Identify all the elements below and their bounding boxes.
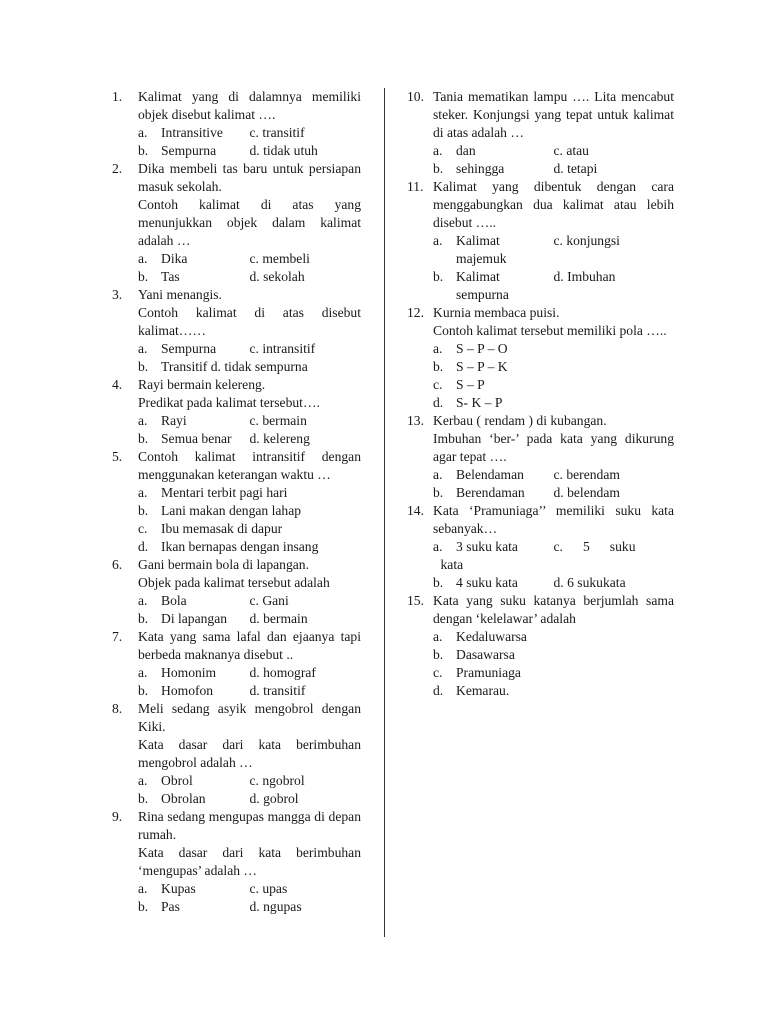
- answer-options: [138, 772, 361, 808]
- answer-option[interactable]: [433, 268, 554, 304]
- answer-option[interactable]: [138, 340, 250, 358]
- question-number: 3.: [112, 287, 123, 302]
- option-letter: b.: [433, 647, 444, 662]
- option-text: Semua benar: [161, 431, 232, 446]
- answer-options: [138, 124, 361, 160]
- question-text: Yani menangis.: [138, 287, 222, 302]
- option-text: Homonim: [161, 665, 217, 680]
- option-text: Pramuniaga: [456, 665, 521, 680]
- option-text: Dasawarsa: [456, 647, 515, 662]
- question-text: Meli sedang asyik mengobrol dengan Kiki.: [138, 701, 361, 734]
- answer-options: [138, 412, 361, 448]
- answer-option[interactable]: [433, 160, 554, 178]
- option-letter: b.: [433, 359, 444, 374]
- option-letter: d.: [433, 395, 444, 410]
- option-letter: b.: [138, 791, 149, 806]
- option-letter: b.: [433, 485, 444, 500]
- option-letter: a.: [138, 665, 148, 680]
- answer-option[interactable]: [250, 880, 362, 898]
- answer-option[interactable]: [250, 772, 362, 790]
- answer-option[interactable]: [250, 430, 362, 448]
- answer-option[interactable]: [433, 646, 674, 664]
- option-text: Kalimat majemuk: [456, 233, 507, 266]
- option-text: S – P: [456, 377, 485, 392]
- option-letter: a.: [138, 413, 148, 428]
- option-text: Sempurna: [161, 341, 217, 356]
- option-text: Rayi: [161, 413, 187, 428]
- question-text: Rina sedang mengupas mangga di depan rumah.: [138, 809, 361, 842]
- question-item: [407, 88, 674, 178]
- question-item: [407, 502, 674, 592]
- option-text: Kedaluwarsa: [456, 629, 527, 644]
- option-letter: b.: [433, 269, 444, 284]
- answer-option[interactable]: [138, 538, 361, 556]
- option-text: 3 suku kata: [456, 539, 518, 554]
- option-text: c. upas: [249, 881, 288, 896]
- answer-option[interactable]: [138, 880, 250, 898]
- option-text: Tas: [161, 269, 180, 284]
- question-item: [112, 160, 361, 286]
- answer-option[interactable]: [138, 502, 361, 520]
- answer-option[interactable]: [433, 574, 554, 592]
- answer-option[interactable]: [138, 430, 250, 448]
- answer-option[interactable]: [433, 484, 554, 502]
- question-number: 11.: [407, 179, 424, 194]
- question-text: Kalimat yang di dalamnya memiliki objek disebut kalimat ….: [138, 89, 361, 122]
- option-text: Berendaman: [456, 485, 525, 500]
- question-text: Contoh kalimat intransitif dengan menggunakan keterangan waktu …: [138, 449, 361, 482]
- answer-option[interactable]: [250, 682, 362, 700]
- answer-options: [433, 628, 674, 700]
- option-text: Lani makan dengan lahap: [161, 503, 302, 518]
- answer-option[interactable]: [433, 682, 674, 700]
- answer-option[interactable]: [554, 574, 675, 592]
- question-text: Kata ‘Pramuniaga’’ memiliki suku kata sebanyak…: [433, 503, 674, 536]
- option-text: Sempurna: [161, 143, 217, 158]
- answer-options: [433, 538, 674, 592]
- answer-option[interactable]: [250, 610, 362, 628]
- option-text: c. Gani: [249, 593, 289, 608]
- option-letter: b.: [138, 899, 149, 914]
- option-text: Kupas: [161, 881, 196, 896]
- answer-options: [138, 250, 361, 286]
- option-text: c. berendam: [553, 467, 620, 482]
- answer-option[interactable]: [433, 394, 674, 412]
- answer-option[interactable]: [138, 682, 250, 700]
- option-text: S – P – O: [456, 341, 508, 356]
- question-text: Tania mematikan lampu …. Lita mencabut steker. Konjungsi yang tepat untuk kalimat di atas adalah …: [433, 89, 674, 140]
- option-text: c. intransitif: [249, 341, 316, 356]
- question-item: [112, 286, 361, 376]
- option-text: S- K – P: [456, 395, 503, 410]
- question-text: Dika membeli tas baru untuk persiapan masuk sekolah.: [138, 161, 361, 194]
- option-text: c. konjungsi: [553, 233, 620, 248]
- question-item: [112, 628, 361, 700]
- option-text: d. homograf: [249, 665, 316, 680]
- question-number: 14.: [407, 503, 424, 518]
- option-letter: b.: [138, 359, 149, 374]
- question-number: 9.: [112, 809, 123, 824]
- question-item: [112, 88, 361, 160]
- question-text: Kata dasar dari kata berimbuhan ‘mengupas’ adalah …: [138, 845, 361, 878]
- question-item: [407, 412, 674, 502]
- option-text: c. bermain: [249, 413, 307, 428]
- option-text: Ibu memasak di dapur: [161, 521, 283, 536]
- option-letter: a.: [433, 233, 443, 248]
- option-letter: a.: [433, 341, 443, 356]
- answer-option[interactable]: [250, 592, 362, 610]
- right-column: [407, 88, 674, 700]
- answer-option[interactable]: [138, 142, 250, 160]
- answer-option[interactable]: [433, 466, 554, 484]
- question-text: Kata dasar dari kata berimbuhan mengobrol adalah …: [138, 737, 361, 770]
- question-number: 10.: [407, 89, 424, 104]
- option-text: dan: [456, 143, 476, 158]
- option-letter: b.: [138, 431, 149, 446]
- option-text: d. bermain: [249, 611, 308, 626]
- question-item: [112, 700, 361, 808]
- question-number: 7.: [112, 629, 123, 644]
- option-text: Bola: [161, 593, 187, 608]
- answer-option[interactable]: [554, 466, 675, 484]
- option-letter: a.: [433, 539, 443, 554]
- option-letter: a.: [138, 593, 148, 608]
- option-letter: d.: [433, 683, 444, 698]
- option-text: d. sekolah: [249, 269, 305, 284]
- question-text: Kata yang suku katanya berjumlah sama dengan ‘kelelawar’ adalah: [433, 593, 674, 626]
- column-divider: [384, 88, 385, 937]
- question-number: 13.: [407, 413, 424, 428]
- question-item: [112, 448, 361, 556]
- answer-option[interactable]: [138, 484, 361, 502]
- option-letter: b.: [433, 575, 444, 590]
- question-text: Predikat pada kalimat tersebut….: [138, 395, 320, 410]
- option-letter: b.: [138, 143, 149, 158]
- question-text: Rayi bermain kelereng.: [138, 377, 266, 392]
- answer-option[interactable]: [138, 412, 250, 430]
- option-text: Kemarau.: [456, 683, 510, 698]
- question-item: [112, 556, 361, 628]
- answer-option[interactable]: [250, 250, 362, 268]
- answer-options: [433, 466, 674, 502]
- option-letter: a.: [433, 629, 443, 644]
- question-item: [112, 376, 361, 448]
- answer-option[interactable]: [554, 160, 675, 178]
- option-text-line: c. 5 suku: [553, 539, 636, 554]
- question-text: Objek pada kalimat tersebut adalah: [138, 575, 330, 590]
- answer-options: [138, 484, 361, 556]
- option-text: c. membeli: [249, 251, 310, 266]
- option-text: d. gobrol: [249, 791, 299, 806]
- question-text: Kata yang sama lafal dan ejaanya tapi berbeda maknanya disebut ..: [138, 629, 361, 662]
- question-number: 5.: [112, 449, 123, 464]
- question-item: [407, 178, 674, 304]
- option-text: Dika: [161, 251, 188, 266]
- option-text: d. ngupas: [249, 899, 302, 914]
- option-letter: a.: [138, 881, 148, 896]
- question-text: Kalimat yang dibentuk dengan cara menggabungkan dua kalimat atau lebih disebut …..: [433, 179, 674, 230]
- option-text: Ikan bernapas dengan insang: [161, 539, 319, 554]
- question-item: [407, 592, 674, 700]
- option-text: d. tetapi: [553, 161, 598, 176]
- option-text: d. transitif: [249, 683, 306, 698]
- question-text: Kerbau ( rendam ) di kubangan.: [433, 413, 607, 428]
- option-text: d. Imbuhan: [553, 269, 616, 284]
- option-text: Homofon: [161, 683, 214, 698]
- question-number: 1.: [112, 89, 123, 104]
- answer-option[interactable]: [138, 124, 250, 142]
- answer-option[interactable]: [250, 124, 362, 142]
- answer-option[interactable]: [138, 358, 361, 376]
- option-text: Transitif d. tidak sempurna: [161, 359, 308, 374]
- option-text: d. 6 sukukata: [553, 575, 626, 590]
- option-text: S – P – K: [456, 359, 508, 374]
- option-letter: b.: [138, 269, 149, 284]
- answer-option[interactable]: [250, 340, 362, 358]
- option-letter: a.: [138, 125, 148, 140]
- answer-options: [433, 232, 674, 304]
- option-letter: c.: [138, 521, 148, 536]
- answer-option[interactable]: [433, 340, 674, 358]
- answer-option[interactable]: [138, 250, 250, 268]
- answer-option[interactable]: [138, 898, 250, 916]
- option-letter: b.: [138, 683, 149, 698]
- option-letter: a.: [433, 143, 443, 158]
- option-letter: c.: [433, 665, 443, 680]
- question-text: Kurnia membaca puisi.: [433, 305, 560, 320]
- option-text: d. kelereng: [249, 431, 310, 446]
- question-item: [112, 808, 361, 916]
- answer-option[interactable]: [250, 412, 362, 430]
- option-text: Mentari terbit pagi hari: [161, 485, 288, 500]
- option-letter: a.: [433, 467, 443, 482]
- answer-option[interactable]: [554, 142, 675, 160]
- question-number: 6.: [112, 557, 123, 572]
- option-text: 4 suku kata: [456, 575, 518, 590]
- question-text: Imbuhan ‘ber-’ pada kata yang dikurung agar tepat ….: [433, 431, 674, 464]
- answer-option[interactable]: [554, 268, 675, 304]
- option-letter: a.: [138, 773, 148, 788]
- answer-options: [138, 592, 361, 628]
- option-text: Obrol: [161, 773, 193, 788]
- answer-option[interactable]: [433, 232, 554, 268]
- answer-options: [433, 142, 674, 178]
- option-text: Kalimat sempurna: [456, 269, 509, 302]
- option-text: Belendaman: [456, 467, 524, 482]
- answer-option[interactable]: [138, 664, 250, 682]
- option-letter: c.: [433, 377, 443, 392]
- question-item: [407, 304, 674, 412]
- option-text: c. atau: [553, 143, 589, 158]
- option-letter: b.: [138, 611, 149, 626]
- option-letter: a.: [138, 341, 148, 356]
- answer-option[interactable]: [138, 592, 250, 610]
- question-number: 15.: [407, 593, 424, 608]
- answer-option[interactable]: [554, 232, 675, 268]
- answer-option[interactable]: [433, 358, 674, 376]
- question-text: Contoh kalimat tersebut memiliki pola …..: [433, 323, 667, 338]
- answer-option[interactable]: [138, 268, 250, 286]
- option-text: c. ngobrol: [249, 773, 305, 788]
- answer-option[interactable]: [138, 610, 250, 628]
- answer-option[interactable]: [138, 772, 250, 790]
- option-text: Intransitive: [161, 125, 223, 140]
- answer-option[interactable]: [138, 520, 361, 538]
- left-column: [112, 88, 361, 916]
- answer-option[interactable]: [250, 790, 362, 808]
- answer-options: [138, 880, 361, 916]
- answer-options: [433, 340, 674, 412]
- answer-option[interactable]: [433, 376, 674, 394]
- question-number: 4.: [112, 377, 123, 392]
- answer-option[interactable]: [433, 664, 674, 682]
- answer-options: [138, 340, 361, 376]
- answer-option[interactable]: [250, 664, 362, 682]
- answer-option[interactable]: [250, 898, 362, 916]
- answer-option[interactable]: [250, 268, 362, 286]
- question-number: 8.: [112, 701, 123, 716]
- option-text: d. belendam: [553, 485, 620, 500]
- question-text: Gani bermain bola di lapangan.: [138, 557, 309, 572]
- option-letter: a.: [138, 485, 148, 500]
- option-letter: d.: [138, 539, 149, 554]
- option-letter: a.: [138, 251, 148, 266]
- option-letter: b.: [138, 503, 149, 518]
- question-number: 12.: [407, 305, 424, 320]
- answer-option[interactable]: [554, 484, 675, 502]
- option-text: Pas: [161, 899, 180, 914]
- question-number: 2.: [112, 161, 123, 176]
- option-text: Obrolan: [161, 791, 206, 806]
- option-text: sehingga: [456, 161, 505, 176]
- answer-option[interactable]: [433, 628, 674, 646]
- answer-option[interactable]: [138, 790, 250, 808]
- option-text: Di lapangan: [161, 611, 228, 626]
- question-text: Contoh kalimat di atas yang menunjukkan objek dalam kalimat adalah …: [138, 197, 361, 248]
- option-text: d. tidak utuh: [249, 143, 318, 158]
- option-text-line: kata: [440, 557, 464, 572]
- question-text: Contoh kalimat di atas disebut kalimat……: [138, 305, 361, 338]
- answer-option[interactable]: [433, 142, 554, 160]
- option-text: c. transitif: [249, 125, 305, 140]
- answer-options: [138, 664, 361, 700]
- option-letter: b.: [433, 161, 444, 176]
- answer-option[interactable]: [250, 142, 362, 160]
